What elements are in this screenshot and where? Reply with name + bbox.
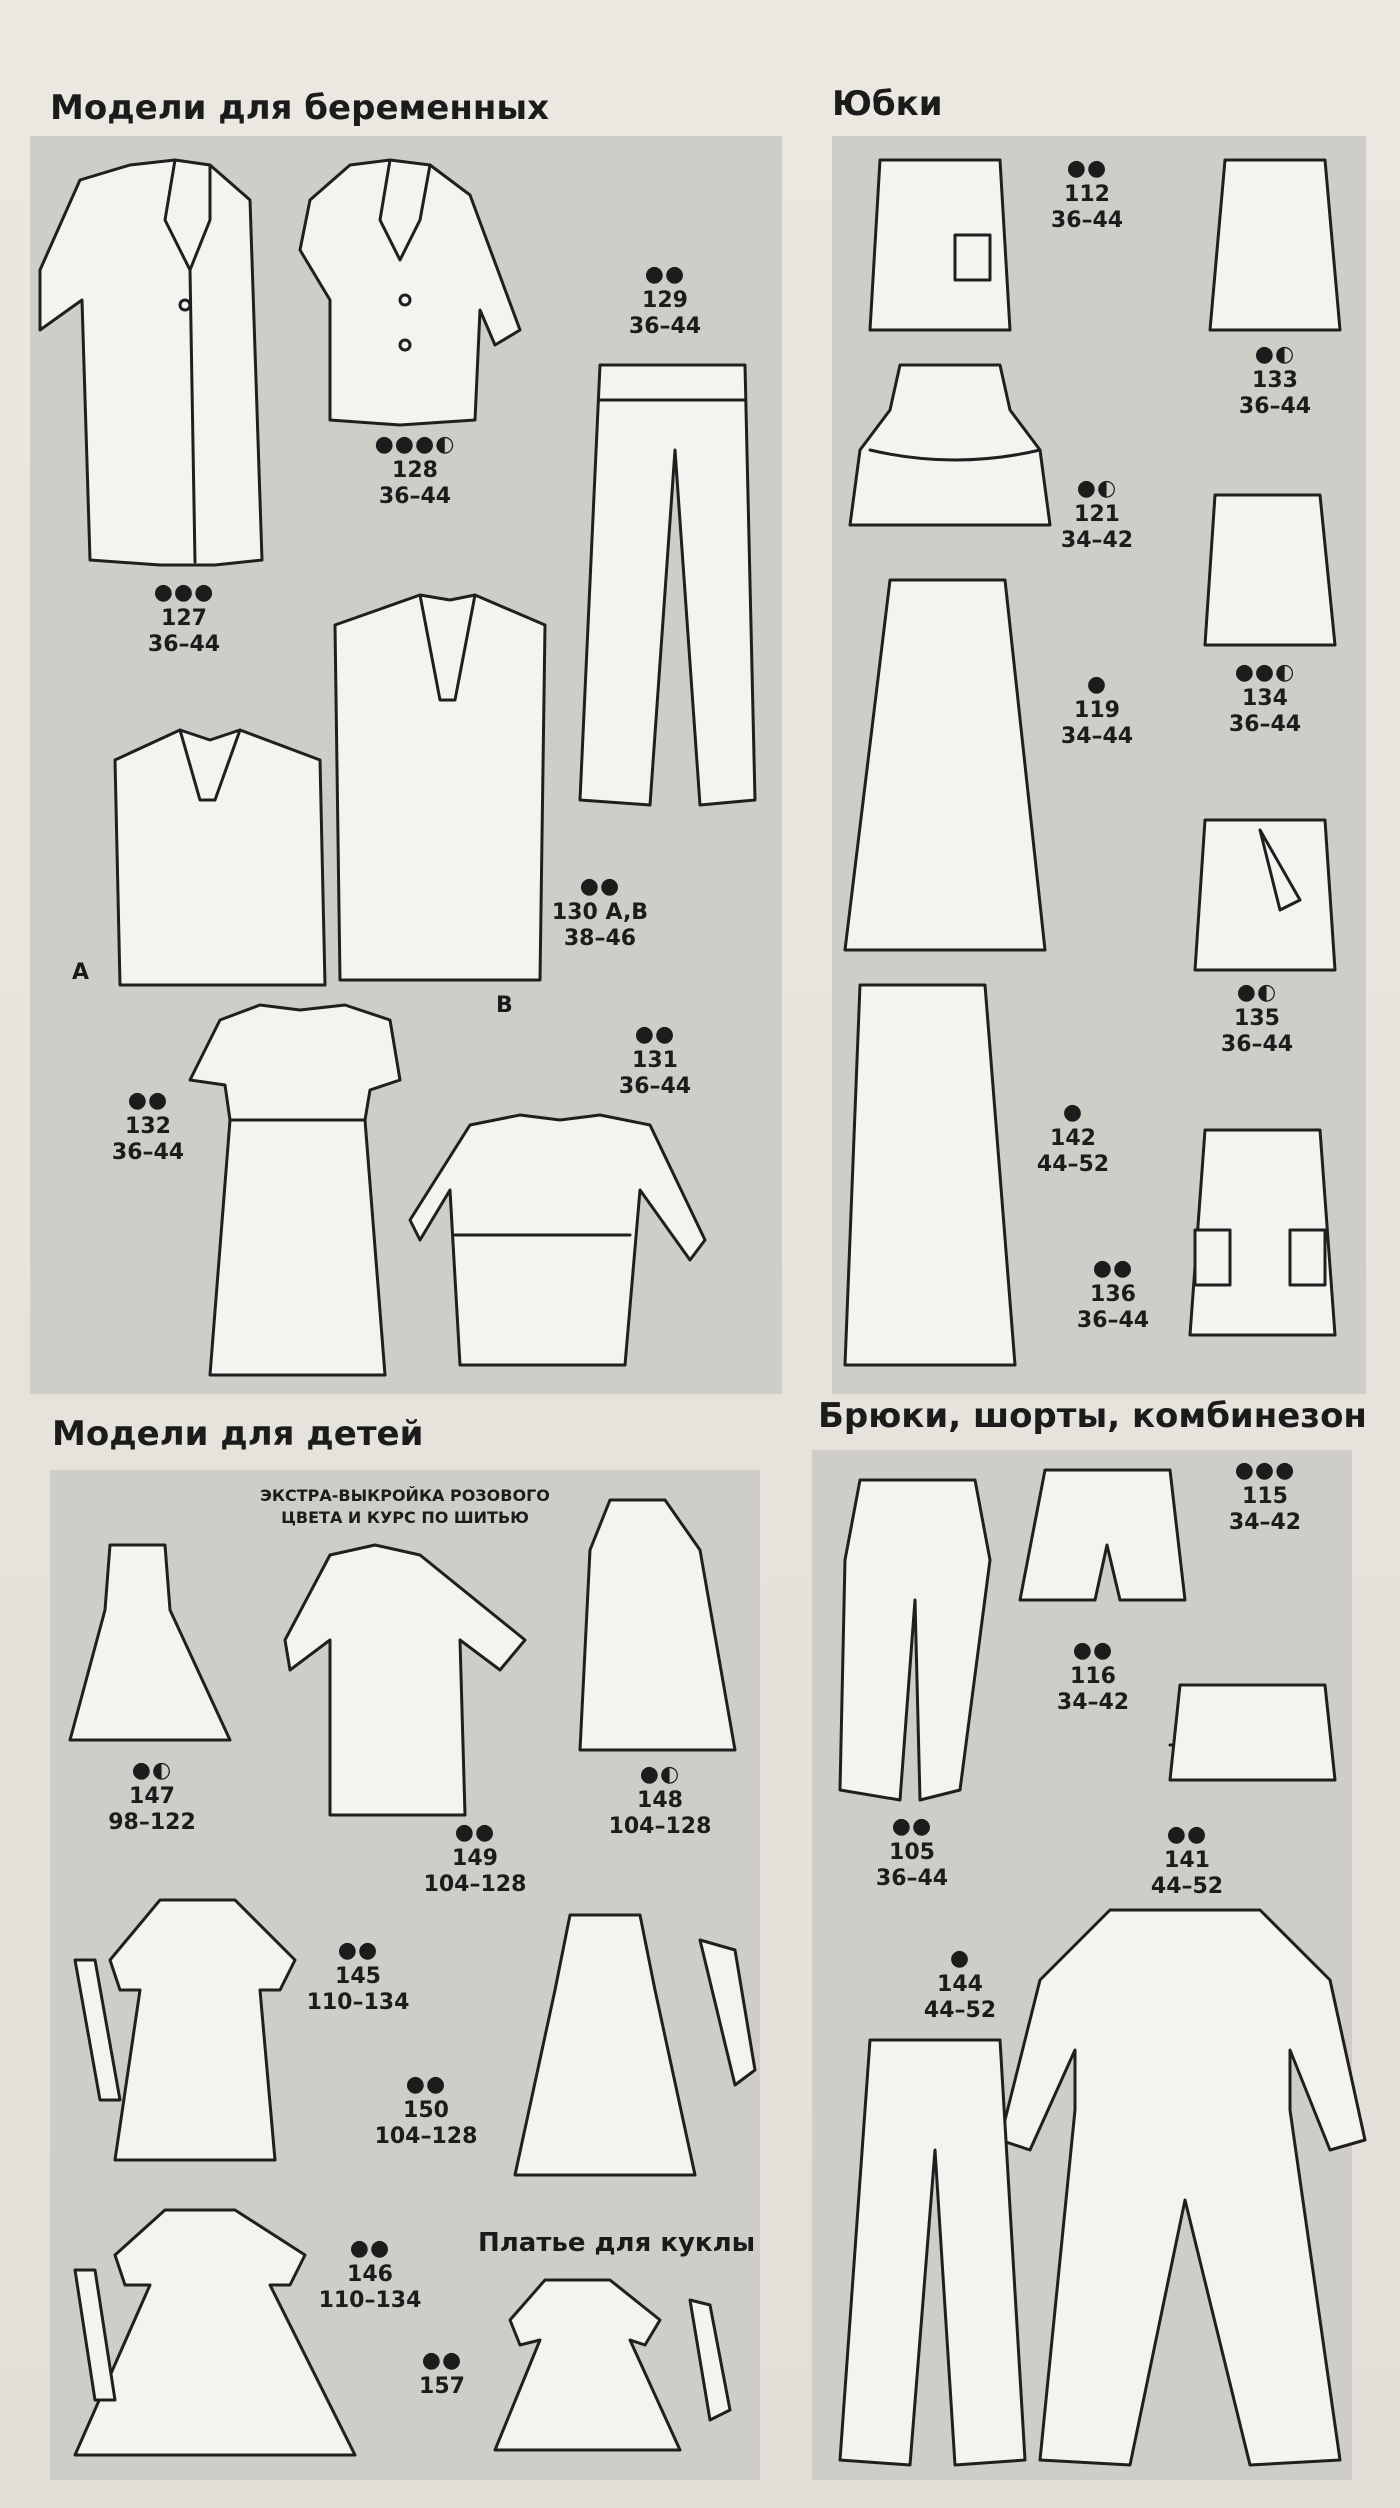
difficulty-dots: ● xyxy=(949,1946,971,1971)
garment-147-dress xyxy=(70,1545,230,1740)
model-label-115 xyxy=(1229,1458,1301,1536)
model-number: 144 xyxy=(937,1972,983,1997)
model-label-134 xyxy=(1229,660,1301,738)
model-number: 148 xyxy=(637,1788,683,1813)
size-range: 36–44 xyxy=(1238,394,1312,419)
garment-136-skirt xyxy=(1190,1130,1335,1335)
size-range: 104–128 xyxy=(374,2124,478,2149)
model-number: 142 xyxy=(1050,1126,1096,1151)
variant-b-label: B xyxy=(496,993,513,1018)
difficulty-dots: ●● xyxy=(1066,156,1108,181)
difficulty-dots: ●◐ xyxy=(1076,476,1118,501)
model-label-116 xyxy=(1057,1638,1129,1716)
model-number: 149 xyxy=(452,1846,498,1871)
model-label-112 xyxy=(1051,156,1123,234)
garment-127-coat xyxy=(40,160,262,565)
model-label-133 xyxy=(1239,342,1311,420)
model-label-127 xyxy=(148,580,220,658)
garment-121-skirt xyxy=(850,365,1050,525)
model-number: 119 xyxy=(1074,698,1120,723)
model-number: 133 xyxy=(1252,368,1298,393)
model-label-121 xyxy=(1061,476,1133,554)
model-label-144 xyxy=(924,1946,996,2024)
garment-119-skirt xyxy=(845,580,1045,950)
model-label-147 xyxy=(108,1758,196,1836)
variant-a-label: A xyxy=(72,960,90,985)
model-label-146 xyxy=(319,2236,422,2314)
model-number: 129 xyxy=(642,288,688,313)
garment-149-tunic xyxy=(285,1545,525,1815)
size-range: 36–44 xyxy=(1050,208,1124,233)
model-label-148 xyxy=(609,1762,712,1840)
model-label-131 xyxy=(619,1022,691,1100)
difficulty-dots: ●● xyxy=(891,1814,933,1839)
extra-note-line-2: ЦВЕТА И КУРС ПО ШИТЬЮ xyxy=(281,1508,529,1527)
size-range: 36–44 xyxy=(1220,1032,1294,1057)
garment-132-dress xyxy=(190,1005,400,1375)
model-number: 157 xyxy=(419,2374,465,2399)
size-range: 34–44 xyxy=(1060,724,1134,749)
size-range: 44–52 xyxy=(923,1998,997,2023)
garment-130a-blouse xyxy=(115,730,325,985)
garment-112-skirt xyxy=(870,160,1010,330)
size-range: 36–44 xyxy=(875,1866,949,1891)
garment-148-dress xyxy=(580,1500,735,1750)
difficulty-dots: ● xyxy=(1086,672,1108,697)
model-number: 116 xyxy=(1070,1664,1116,1689)
model-number: 150 xyxy=(403,2098,449,2123)
garment-105-trousers xyxy=(840,1480,990,1800)
difficulty-dots: ●● xyxy=(454,1820,496,1845)
model-label-142 xyxy=(1037,1100,1109,1178)
difficulty-dots: ●◐ xyxy=(1236,980,1278,1005)
garment-144-trousers xyxy=(840,2040,1025,2465)
garment-128-jacket xyxy=(300,160,520,425)
model-number: 127 xyxy=(161,606,207,631)
size-range: 36–44 xyxy=(111,1140,185,1165)
size-range: 104–128 xyxy=(423,1872,527,1897)
model-label-145 xyxy=(307,1938,410,2016)
model-label-149 xyxy=(424,1820,527,1898)
garment-129-trousers xyxy=(580,365,755,805)
size-range: 36–44 xyxy=(1076,1308,1150,1333)
difficulty-dots: ●● xyxy=(644,262,686,287)
difficulty-dots: ●● xyxy=(349,2236,391,2261)
difficulty-dots: ●◐ xyxy=(639,1762,681,1787)
size-range: 34–42 xyxy=(1228,1510,1302,1535)
section-title-children: Модели для детей xyxy=(52,1414,424,1454)
difficulty-dots: ●◐ xyxy=(131,1758,173,1783)
section-title-maternity: Модели для беременных xyxy=(50,88,550,128)
difficulty-dots: ●◐ xyxy=(1254,342,1296,367)
garment-133-skirt xyxy=(1210,160,1340,330)
model-label-135 xyxy=(1221,980,1293,1058)
model-number: 128 xyxy=(392,458,438,483)
model-label-105 xyxy=(876,1814,948,1892)
model-number: 105 xyxy=(889,1840,935,1865)
model-number: 112 xyxy=(1064,182,1110,207)
garment-141-jumpsuit xyxy=(1000,1910,1365,2465)
difficulty-dots: ●● xyxy=(1092,1256,1134,1281)
extra-note-line-1: ЭКСТРА-ВЫКРОЙКА РОЗОВОГО xyxy=(260,1486,550,1505)
model-label-141 xyxy=(1151,1822,1223,1900)
garment-115-shorts xyxy=(1020,1470,1185,1600)
difficulty-dots: ●● xyxy=(127,1088,169,1113)
garment-116-shorts xyxy=(1170,1685,1335,1780)
size-range: 110–134 xyxy=(306,1990,410,2015)
size-range: 98–122 xyxy=(108,1810,196,1835)
size-range: 36–44 xyxy=(378,484,452,509)
model-number: 145 xyxy=(335,1964,381,1989)
difficulty-dots: ●● xyxy=(405,2072,447,2097)
model-number: 130 A,B xyxy=(551,900,649,925)
difficulty-dots: ●● xyxy=(1072,1638,1114,1663)
size-range: 34–42 xyxy=(1056,1690,1130,1715)
garment-130b-tunic xyxy=(335,595,545,980)
difficulty-dots: ● xyxy=(1062,1100,1084,1125)
model-number: 146 xyxy=(347,2262,393,2287)
garment-157-doll-dress xyxy=(495,2280,730,2450)
doll-dress-title: Платье для куклы xyxy=(478,2228,756,2258)
section-title-skirts: Юбки xyxy=(832,84,943,124)
model-number: 136 xyxy=(1090,1282,1136,1307)
model-number: 132 xyxy=(125,1114,171,1139)
difficulty-dots: ●●◐ xyxy=(1234,660,1296,685)
model-label-136 xyxy=(1077,1256,1149,1334)
model-label-130 xyxy=(552,874,648,952)
garment-134-skirt xyxy=(1205,495,1335,645)
model-label-128 xyxy=(375,432,456,510)
difficulty-dots: ●●● xyxy=(153,580,215,605)
model-label-119 xyxy=(1061,672,1133,750)
size-range: 38–46 xyxy=(563,926,637,951)
difficulty-dots: ●● xyxy=(579,874,621,899)
size-range: 34–42 xyxy=(1060,528,1134,553)
size-range: 104–128 xyxy=(608,1814,712,1839)
difficulty-dots: ●● xyxy=(1166,1822,1208,1847)
difficulty-dots: ●● xyxy=(337,1938,379,1963)
model-label-129 xyxy=(629,262,701,340)
difficulty-dots: ●●●◐ xyxy=(374,432,456,457)
model-number: 115 xyxy=(1242,1484,1288,1509)
size-range: 36–44 xyxy=(147,632,221,657)
extra-pattern-note xyxy=(260,1485,550,1529)
model-number: 135 xyxy=(1234,1006,1280,1031)
model-number: 141 xyxy=(1164,1848,1210,1873)
difficulty-dots: ●●● xyxy=(1234,1458,1296,1483)
size-range: 36–44 xyxy=(628,314,702,339)
model-number: 121 xyxy=(1074,502,1120,527)
model-number: 147 xyxy=(129,1784,175,1809)
size-range: 44–52 xyxy=(1036,1152,1110,1177)
model-label-157 xyxy=(419,2348,465,2400)
garment-145-dress xyxy=(75,1900,295,2160)
garment-142-skirt xyxy=(845,985,1015,1365)
size-range: 44–52 xyxy=(1150,1874,1224,1899)
difficulty-dots: ●● xyxy=(634,1022,676,1047)
section-title-pants: Брюки, шорты, комбинезон xyxy=(818,1396,1367,1436)
model-number: 131 xyxy=(632,1048,678,1073)
garment-131-blouse xyxy=(410,1115,705,1365)
model-number: 134 xyxy=(1242,686,1288,711)
size-range: 110–134 xyxy=(318,2288,422,2313)
garment-150-dress xyxy=(515,1915,755,2175)
size-range: 36–44 xyxy=(618,1074,692,1099)
model-label-132 xyxy=(112,1088,184,1166)
garment-146-dress xyxy=(75,2210,355,2455)
difficulty-dots: ●● xyxy=(421,2348,463,2373)
size-range: 36–44 xyxy=(1228,712,1302,737)
model-label-150 xyxy=(375,2072,478,2150)
garment-135-skirt xyxy=(1195,820,1335,970)
